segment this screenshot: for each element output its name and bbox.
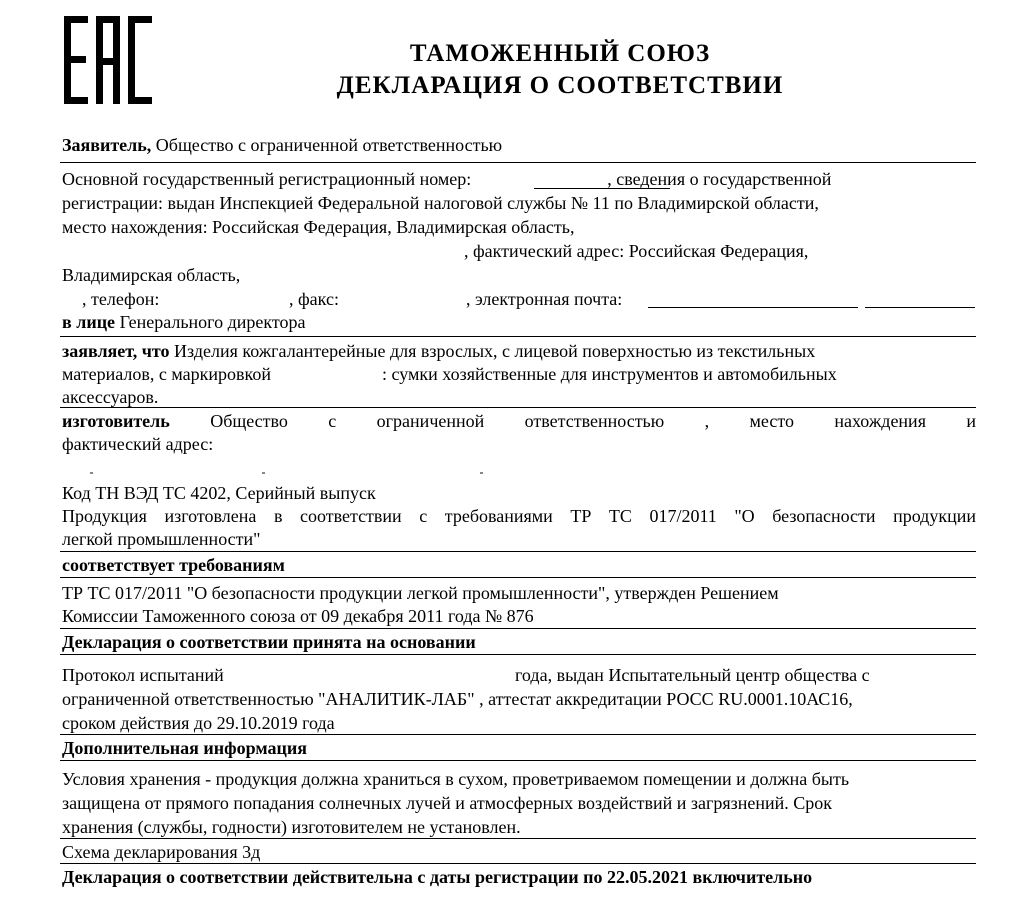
fax-label: , факс: bbox=[289, 289, 339, 309]
title-declaration: ДЕКЛАРАЦИЯ О СООТВЕТСТВИИ bbox=[336, 72, 784, 99]
divider bbox=[60, 628, 976, 629]
declares-text: Изделия кожгалантерейные для взрослых, с лицевой поверхностью из текстильных bbox=[169, 341, 816, 361]
product-compliance-line: Продукция изготовлена в соответствии с требованиями ТР ТС 017/2011 "О безопасности продукции bbox=[62, 506, 976, 526]
email-label: , электронная почта: bbox=[466, 289, 623, 309]
additional-heading: Дополнительная информация bbox=[62, 738, 307, 758]
manufacturer-text: Общество с ограниченной ответственностью , место нахождения и bbox=[210, 411, 977, 431]
accreditation-validity-line: сроком действия до 29.10.2019 года bbox=[62, 713, 335, 733]
reg-number-underline bbox=[534, 188, 670, 189]
divider bbox=[60, 734, 976, 735]
title-customs-union: ТАМОЖЕННЫЙ СОЮЗ bbox=[409, 40, 711, 67]
validity-statement: Декларация о соответствии действительна с даты регистрации по 22.05.2021 включительно bbox=[62, 867, 813, 887]
eac-logo bbox=[62, 14, 154, 106]
divider bbox=[60, 863, 976, 864]
represented-by-value: Генерального директора bbox=[115, 312, 306, 332]
region-line: Владимирская область, bbox=[62, 265, 241, 285]
actual-address-line: , фактический адрес: Российская Федерация, bbox=[464, 241, 809, 261]
declaration-scheme: Схема декларирования 3д bbox=[62, 842, 261, 862]
represented-by-line bbox=[62, 311, 306, 333]
divider bbox=[60, 162, 976, 163]
divider bbox=[60, 760, 976, 761]
storage-conditions-line: защищена от прямого попадания солнечных лучей и атмосферных воздействий и загрязнений. Срок bbox=[62, 793, 833, 813]
requirements-line-end: Комиссии Таможенного союза от 09 декабря 2011 года № 876 bbox=[62, 606, 534, 626]
manufacturer-line bbox=[62, 410, 976, 432]
applicant-line bbox=[62, 134, 502, 156]
manufacturer-label: изготовитель bbox=[62, 411, 170, 431]
divider bbox=[60, 336, 976, 337]
email-underline bbox=[865, 307, 975, 308]
declares-label: заявляет, что bbox=[62, 341, 170, 361]
reg-number-line bbox=[62, 168, 831, 190]
applicant-label: Заявитель, bbox=[62, 135, 152, 155]
phone-label: , телефон: bbox=[82, 289, 160, 309]
reg-number-label: Основной государственный регистрационный номер: bbox=[62, 169, 472, 189]
marking-label: материалов, с маркировкой bbox=[62, 364, 271, 384]
declares-line-end: аксессуаров. bbox=[62, 387, 159, 407]
manufacturer-address-label: фактический адрес: bbox=[62, 434, 214, 454]
accreditation-line: ограниченной ответственностью "АНАЛИТИК-ЛАБ" , аттестат аккредитации РОСС RU.0001.10АС16, bbox=[62, 689, 853, 709]
redaction-mark bbox=[262, 472, 265, 474]
requirements-heading: соответствует требованиям bbox=[62, 555, 285, 575]
bag-description: : сумки хозяйственные для инструментов и автомобильных bbox=[382, 364, 837, 384]
redaction-mark bbox=[90, 472, 93, 474]
applicant-name: Общество с ограниченной ответственностью bbox=[151, 135, 503, 155]
divider bbox=[60, 407, 976, 408]
location-line: место нахождения: Российская Федерация, Владимирская область, bbox=[62, 217, 575, 237]
email-underline bbox=[648, 307, 858, 308]
divider bbox=[60, 577, 976, 578]
divider bbox=[60, 654, 976, 655]
product-compliance-line-end: легкой промышленности" bbox=[62, 529, 261, 549]
requirements-line: ТР ТС 017/2011 "О безопасности продукции легкой промышленности", утвержден Решением bbox=[62, 583, 779, 603]
divider bbox=[60, 551, 976, 552]
divider bbox=[60, 838, 976, 839]
test-center-text: года, выдан Испытательный центр общества с bbox=[515, 665, 870, 685]
storage-conditions-line: Условия хранения - продукция должна храниться в сухом, проветриваемом помещении и должна быть bbox=[62, 769, 850, 789]
declares-line bbox=[62, 340, 815, 362]
redaction-mark bbox=[480, 472, 483, 474]
storage-conditions-line-end: хранения (службы, годности) изготовителем не установлен. bbox=[62, 817, 521, 837]
test-protocol-label: Протокол испытаний bbox=[62, 665, 224, 685]
hs-code-line: Код ТН ВЭД ТС 4202, Серийный выпуск bbox=[62, 483, 376, 503]
basis-heading: Декларация о соответствии принята на основании bbox=[62, 632, 476, 652]
reg-info-label: , сведения о государственной bbox=[607, 169, 832, 189]
registration-line: регистрации: выдан Инспекцией Федеральной налоговой службы № 11 по Владимирской области, bbox=[62, 193, 819, 213]
represented-by-label: в лице bbox=[62, 312, 116, 332]
